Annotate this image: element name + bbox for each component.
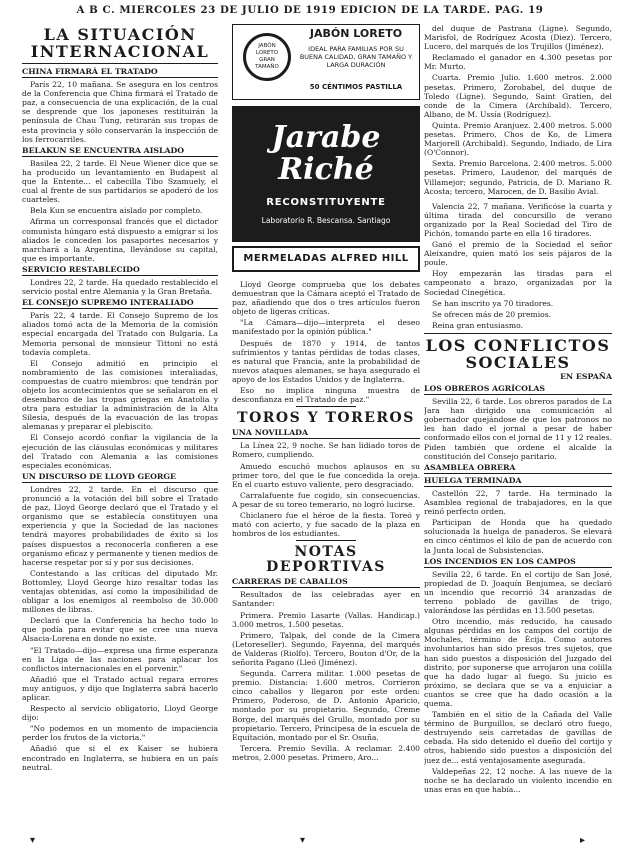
heading-line-1: LA SITUACIÓN xyxy=(43,25,197,44)
paragraph: Segunda. Carrera militar. 1.000 pesetas de premio. Distancia: 1.600 metros. Corrieron cinco caballos y llegaron por este orden: Primero, Poderoso, de D. Antonio Aparicio, montado por su propietario. Segundo, Creme Borge, del marqués del Grullo, montado por su propietario. Tercero, Principesa de la escuela de Equitación, montado por el Sr. Osuña. xyxy=(232,669,420,742)
advert-price: 50 CÉNTIMOS PASTILLA xyxy=(309,83,403,91)
paragraph: Se ofrecen más de 20 premios. xyxy=(432,309,552,319)
subheading-consejo: EL CONSEJO SUPREMO INTERALIADO xyxy=(22,298,218,309)
paragraph: Declaró que la Conferencia ha hecho todo lo que podía para evitar que se cree una nueva Alsacia-Lorena en donde no existe. xyxy=(22,616,218,644)
paragraph: Se han inscrito ya 70 tiradores. xyxy=(432,298,554,308)
divider xyxy=(296,406,356,407)
paragraph: Resultados de las celebradas ayer en Santander: xyxy=(232,590,420,609)
advert-description: IDEAL PARA FAMILIAS POR SU BUENA CALIDAD, GRAN TAMAÑO Y LARGA DURACIÓN xyxy=(299,45,413,69)
paragraph: Basilea 22, 2 tarde. El Neue Wiener dice que se ha producido un levantamiento en Budapest al que la Entente... el cabecilla Tibo Szamuely, el cual al frente de sus partidarios se apoderó de los cuarteles. xyxy=(22,158,218,205)
paragraph: Valencia 22, 7 mañana. Verificóse la cuarta y última tirada del concursillo de verano organizado por la Real Sociedad del Tiro de Pichón, tomando parte en ella 16 tiradores. xyxy=(424,201,612,238)
paragraph: Eso no implica ninguna muestra de desconfianza en el Tratado de paz." xyxy=(232,386,420,405)
divider xyxy=(488,198,548,199)
paragraph: Valdepeñas 22, 12 noche. A las nueve de la noche se ha declarado un violento incendio en unas eras en que había... xyxy=(424,766,612,794)
paragraph: Tercera. Premio Sevilla. A reclamar. 2.400 metros, 2.000 pesetas. Primero, Aro... xyxy=(232,743,420,762)
paragraph: Participan de Honda que ha quedado solucionada la huelga de panaderos. Se elevará en cinco céntimos el kilo de pan de acuerdo con la Junta local de Subsistencias. xyxy=(424,518,612,555)
advert-jabon-loreto xyxy=(232,24,420,100)
subheading-novillada: UNA NOVILLADA xyxy=(232,428,420,439)
paragraph: Respecto al servicio obligatorio, Lloyd George dijo: xyxy=(22,704,218,723)
paragraph: del duque de Pastrana (Ligne). Segundo, Marisfol, de Rodríguez Acosta (Diez). Tercero, Lucero, del marqués de los Trujillos (Jiménez). xyxy=(424,24,612,52)
subheading-incendios: LOS INCENDIOS EN LOS CAMPOS xyxy=(424,557,612,568)
paragraph: Quinta. Premio Aranjuez. 2.400 metros. 5.000 pesetas. Primero, Chos de Ko, de Limera Marjorell (Archibald). Segundo, Indiado, de Lira (O'Connor). xyxy=(424,120,612,158)
advert-jarabe-riche xyxy=(232,106,420,242)
paragraph: Ganó el premio de la Sociedad el señor Aleixandre, quien mató los seis pájaros de la poule. xyxy=(424,240,612,268)
paragraph: Reclamado el ganador en 4.300 pesetas por Mr. Murto. xyxy=(424,53,612,72)
divider xyxy=(424,333,612,334)
paragraph: Chiclanero fue el héroe de la fiesta. Toreó y mató con acierto, y fue sacado de la plaza en hombros de los estudiantes. xyxy=(232,510,420,539)
paragraph: "La Cámara—dijo—interpreta el deseo manifestado por la opinión pública." xyxy=(232,318,420,337)
seal-icon: JABÓN LORETO GRAN TAMAÑO xyxy=(243,33,291,81)
paragraph: Añadió que el Tratado actual repara errores muy antiguos, y dijo que Inglaterra sabrá hacerlo aplicar. xyxy=(22,674,218,702)
paragraph: Añadió que si el ex Kaiser se hubiera encontrado en Inglaterra, se hubiera en un país neutral. xyxy=(22,744,218,772)
subheading-asamblea: ASAMBLEA OBRERA xyxy=(424,463,612,474)
paragraph: Amuedo escuchó muchos aplausos en su primer toro, del que le fue concedida la oreja. En el cuarto estuvo valiente, pero desgraciado. xyxy=(232,461,420,489)
column-middle xyxy=(232,24,420,846)
paragraph: "El Tratado—dijo—expresa una firme esperanza en la Liga de las naciones para aplacar los conflictos internacionales en el porvenir." xyxy=(22,645,218,673)
column-left xyxy=(22,24,218,846)
advert-brand: JABÓN LORETO xyxy=(309,27,403,40)
subheading-carreras: CARRERAS DE CABALLOS xyxy=(232,577,420,588)
paragraph: París 22, 10 mañana. Se asegura en los centros de la Conferencia que China firmará el Tratado de paz, a consecuencia de una explicación, de la cual se desprende que los japoneses restituirán la península de Chau Tung, retirarán sus tropas de esta provincia y sólo conservarán la inspección de los ferrocarriles. xyxy=(22,80,218,144)
advert-line: Laboratorio R. Bescansa. Santiago xyxy=(261,216,391,225)
subheading-espana: EN ESPAÑA xyxy=(560,371,612,381)
page-header: A B C. MIERCOLES 23 DE JULIO DE 1919 EDICION DE LA TARDE. PAG. 19 xyxy=(76,4,544,16)
section-heading-conflictos xyxy=(424,337,612,371)
paragraph: Sevilla 22, 6 tarde. En el cortijo de San José, propiedad de D. Joaquín Benjumea, se declaró un incendio que recorrió 34 aranzadas de terreno poblado de gavillas de trigo, valorándose las pérdidas en 13.500 pesetas. xyxy=(424,569,612,616)
paragraph: Londres 22, 2 tarde. En el discurso que pronunció a la votación del bill sobre el Tratado de paz, Lloyd George declaró que el Tratado y el organismo que se establecía constituyen una experiencia y que la Sociedad de las naciones tendrá mayores probabilidades de éxito si los países dispuestos a reconocerla confieren a ese organismo eficaz y permanente y tienen medios de hacerse respetar por sí y por sus decisiones. xyxy=(22,484,218,567)
paragraph: Primera. Premio Lasarte (Vallas. Handicap.) 3.000 metros, 1.500 pesetas. xyxy=(232,610,420,629)
subheading-obreros: LOS OBREROS AGRÍCOLAS xyxy=(424,384,612,395)
paragraph: El Consejo admitió en principio el nombramiento de las comisiones interaliadas, compuestas de cuatro miembros: que tendrán por objeto los acontecimientos que se señalaron en el desembarco de las tropas griegas en Anatolia y otra para estudiar la administración de la Alta Silesia, después de la evacuación de las tropas alemanas y preparar el plebiscito. xyxy=(22,358,218,432)
column-right xyxy=(424,24,612,846)
paragraph: Londres 22, 2 tarde. Ha quedado restablecido el servicio postal entre Alemania y la Gran Bretaña. xyxy=(22,277,218,297)
heading-line-2: INTERNACIONAL xyxy=(30,42,210,61)
heading-line-2: SOCIALES xyxy=(465,352,571,372)
paragraph: También en el sitio de la Cañada del Valle término de Burguillos, se declaró otro fuego, destruyendo seis carretadas de gavillas de cebada. Ha sido detenido el dueño del cortijo y otros, habiendo sido puestos a disposición del juez de... está ventajosamente asegurada. xyxy=(424,710,612,765)
paragraph: Después de 1870 y 1914, de tantos sufrimientos y tantas pérdidas de todas clases, es natural que Francia, ante la probabilidad de nuevos ataques alemanes, se haya asegurado el apoyo de los Estados Unidos y de Inglaterra. xyxy=(232,338,420,384)
advert-mermeladas: MERMELADAS ALFRED HILL xyxy=(232,246,420,272)
paragraph: El Consejo acordó confiar la vigilancia de la ejecución de las cláusulas económicas y militares del Tratado con Alemania a las comisiones especiales económicas. xyxy=(22,433,218,470)
section-heading-toros: TOROS Y TOREROS xyxy=(237,410,415,427)
registration-mark-icon: ▸ xyxy=(580,835,586,846)
registration-mark-icon: ▾ xyxy=(30,835,36,846)
paragraph: La Línea 22, 9 noche. Se han lidiado toros de Romero, cumpliendo. xyxy=(232,441,420,460)
paragraph: Carralafuente fue cogido, sin consecuencias. A pesar de su toreo temerario, no logró lucirse. xyxy=(232,490,420,509)
subheading-china: CHINA FIRMARÁ EL TRATADO xyxy=(22,67,218,78)
subheading-belakun: BELAKUN SE ENCUENTRA AISLADO xyxy=(22,146,218,157)
subheading-lloyd-george: UN DISCURSO DE LLOYD GEORGE xyxy=(22,472,218,483)
paragraph: Afirma un corresponsal francés que el dictador comunista húngaro está dispuesto a emigrar si los aliados le conceden los pasaportes necesarios y marchará a la Argentina, llevándose su capital, que es importante. xyxy=(22,217,218,263)
divider xyxy=(296,540,356,541)
heading-line-1: LOS CONFLICTOS xyxy=(425,335,611,355)
paragraph: "No podemos en un momento de impaciencia perder los frutos de la victoria." xyxy=(22,724,218,743)
paragraph: Cuarta. Premio Julio. 1.600 metros. 2.000 pesetas. Primero, Zorobabel, del duque de Toledo (Ligne). Segundo, Saint Gratien, del conde de la Cimera (Archibald). Tercero, Albano, de M. Ussía (Rodríguez). xyxy=(424,73,612,119)
paragraph: París 22, 4 tarde. El Consejo Supremo de los aliados tomó acta de la Memoria de la comisión especial encargada del Tratado con Bulgaria. La Memoria personal de monsieur Tittoni no está todavía completa. xyxy=(22,311,218,357)
paragraph: Hoy empezarán las tiradas para el campeonato a brazo, organizadas por la Sociedad Cinegética. xyxy=(424,269,612,297)
paragraph: Bela Kun se encuentra aislado por completo. xyxy=(30,206,203,216)
paragraph: Sevilla 22, 6 tarde. Los obreros parados de La Jara han dirigido una comunicación al gobernador quejándose de que los patronos no les han dado el jornal a pesar de haber conformado ellos con el jornal de 11 y 12 reales. Piden también que ordene el alcalde la constitución del Consejo paritario. xyxy=(424,397,612,461)
paragraph: Lloyd George comprueba que los debates demuestran que la Cámara aceptó el Tratado de paz, añadiendo que dos o tres artículos fueron objeto de ligeras críticas. xyxy=(232,280,420,317)
subheading-huelga: HUELGA TERMINADA xyxy=(424,476,612,487)
divider xyxy=(22,63,218,64)
registration-mark-icon: ▾ xyxy=(300,835,306,846)
section-heading-internacional xyxy=(22,26,218,60)
advert-script-title: Jarabe Riché xyxy=(271,120,381,187)
paragraph: Sexta. Premio Barcelona. 2.400 metros. 5.000 pesetas. Primero, Laudenor, del marqués de Villamejor; segundo, Patricia, de D. Mariano R. Acosta; tercero, Marocen, de D. Basilio Avial. xyxy=(424,159,612,196)
advert-line: RECONSTITUYENTE xyxy=(266,197,386,208)
paragraph: Contestando a las críticas del diputado Mr. Bottomley, Lloyd George hizo resaltar todas las ventajas obtenidas, así como la imposibilidad de obligar a los enemigos al reembolso de 30.000 millones de libras. xyxy=(22,568,218,615)
paragraph: Primero, Talpak, del conde de la Cimera (Letoreseller). Segundo, Fayenna, del marqués de Valderas (Riolfo). Tercero, Bouton d'Or, de la señorita Pagano (Lleó (Jiménez). xyxy=(232,630,420,667)
paragraph: Castellón 22, 7 tarde. Ha terminado la Asamblea regional de trabajadores, en la que reinó perfecto orden. xyxy=(424,488,612,517)
subheading-servicio: SERVICIO RESTABLECIDO xyxy=(22,265,218,276)
paragraph: Reina gran entusiasmo. xyxy=(432,320,523,330)
section-heading-notas: NOTAS DEPORTIVAS xyxy=(266,544,386,576)
paragraph: Otro incendio, más reducido, ha causado algunas pérdidas en los campos del cortijo de Mochales, término de Écija. Como autores involuntarios han sido presos tres sujetos, que han sido puestos a disposición del Juzgado del distrito, por suponerse que arrojaron una colilla que ha dado lugar al fuego. Su juicio es próximo, se declara que se va a enjuiciar a cuantos se cree que ha dado ocasión a la quema. xyxy=(424,617,612,708)
